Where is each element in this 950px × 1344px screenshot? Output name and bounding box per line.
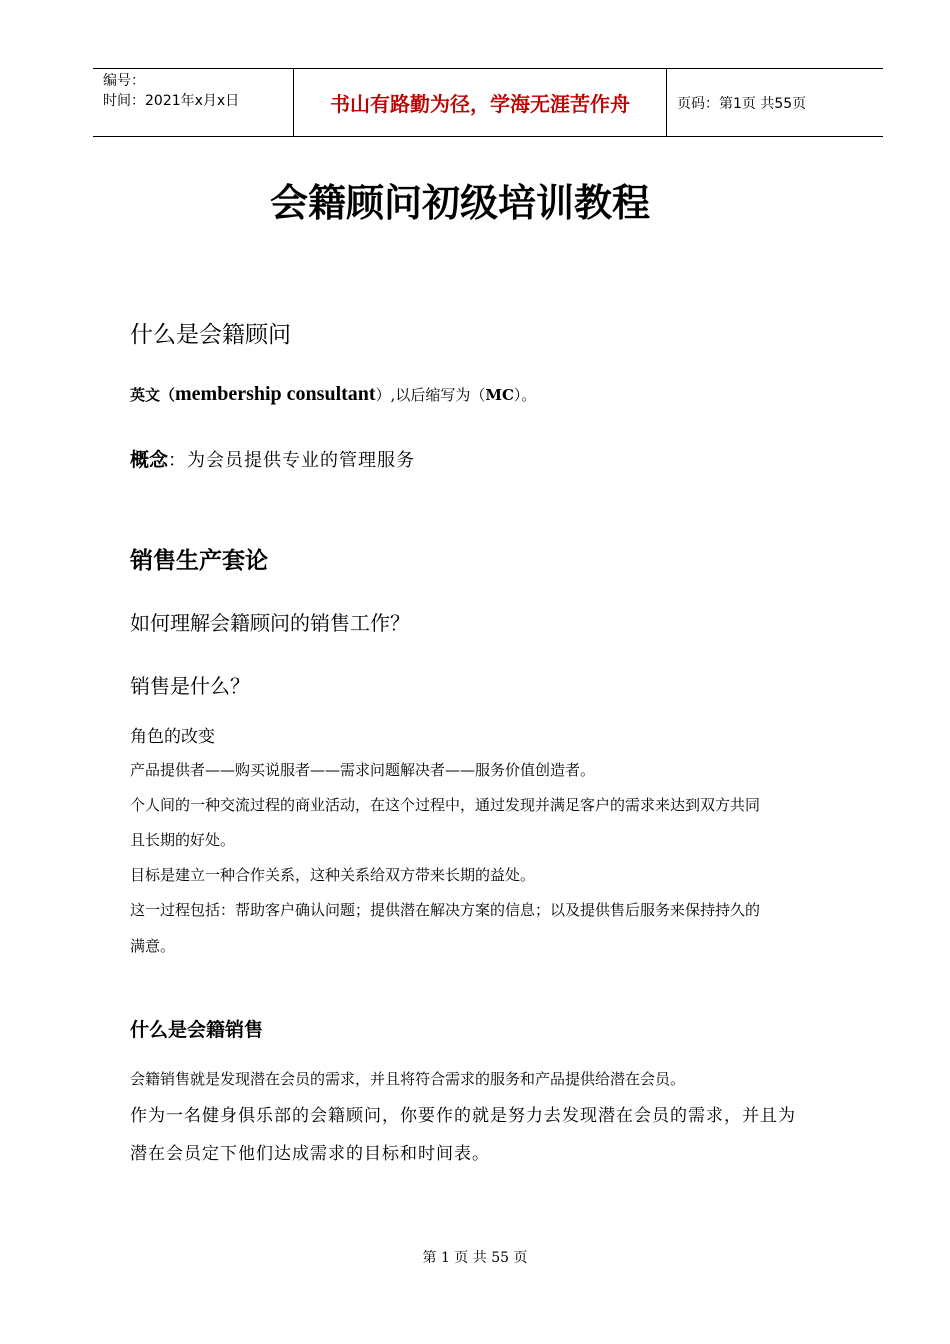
english-prefix: 英文（ — [130, 386, 176, 404]
section3-line-1: 会籍销售就是发现潜在会员的需求，并且将符合需求的服务和产品提供给潜在会员。 — [130, 1070, 686, 1088]
body-line: 这一过程包括：帮助客户确认问题；提供潜在解决方案的信息；以及提供售后服务来保持持久的 — [130, 901, 761, 919]
question-2: 销售是什么？ — [130, 674, 250, 698]
body-line: 个人间的一种交流过程的商业活动，在这个过程中，通过发现并满足客户的需求来达到双方共同 — [130, 796, 761, 814]
page-footer: 第 1 页 共 55 页 — [422, 1250, 528, 1266]
abbr-text: MC — [485, 386, 514, 404]
english-suffix: ）,以后缩写为（ — [375, 386, 486, 404]
section3-heading: 什么是会籍销售 — [130, 1019, 264, 1041]
concept-text: ：为会员提供专业的管理服务 — [168, 450, 416, 471]
body-line: 目标是建立一种合作关系，这种关系给双方带来长期的益处。 — [130, 866, 536, 884]
header-motto-cell — [294, 69, 667, 136]
code-label: 编号： — [103, 73, 145, 89]
concept-line — [130, 445, 415, 472]
english-term: membership consultant — [175, 383, 376, 405]
section2-heading: 销售生产套论 — [130, 548, 268, 574]
role-change-subheading: 角色的改变 — [130, 727, 215, 747]
body-line: 产品提供者——购买说服者——需求问题解决者——服务价值创造者。 — [130, 761, 596, 779]
question-1: 如何理解会籍顾问的销售工作？ — [130, 611, 410, 635]
body-line: 且长期的好处。 — [130, 831, 236, 849]
document-title: 会籍顾问初级培训教程 — [269, 181, 650, 225]
page-label: 页码：第1页 共55页 — [677, 95, 807, 112]
section3-line-2: 作为一名健身俱乐部的会籍顾问，你要作的就是努力去发现潜在会员的需求，并且为 — [130, 1106, 796, 1126]
page-header — [93, 68, 883, 137]
time-label: 时间：2021年x月x日 — [103, 93, 240, 109]
section3-line-3: 潜在会员定下他们达成需求的目标和时间表。 — [130, 1144, 490, 1164]
header-meta-cell — [93, 69, 294, 136]
section1-heading: 什么是会籍顾问 — [130, 322, 291, 348]
body-line: 满意。 — [130, 937, 176, 955]
header-page-cell — [667, 69, 883, 136]
abbr-suffix: ）。 — [513, 386, 537, 404]
concept-label: 概念 — [130, 449, 169, 471]
motto-text: 书山有路勤为径，学海无涯苦作舟 — [330, 92, 630, 116]
english-term-line — [130, 383, 536, 406]
